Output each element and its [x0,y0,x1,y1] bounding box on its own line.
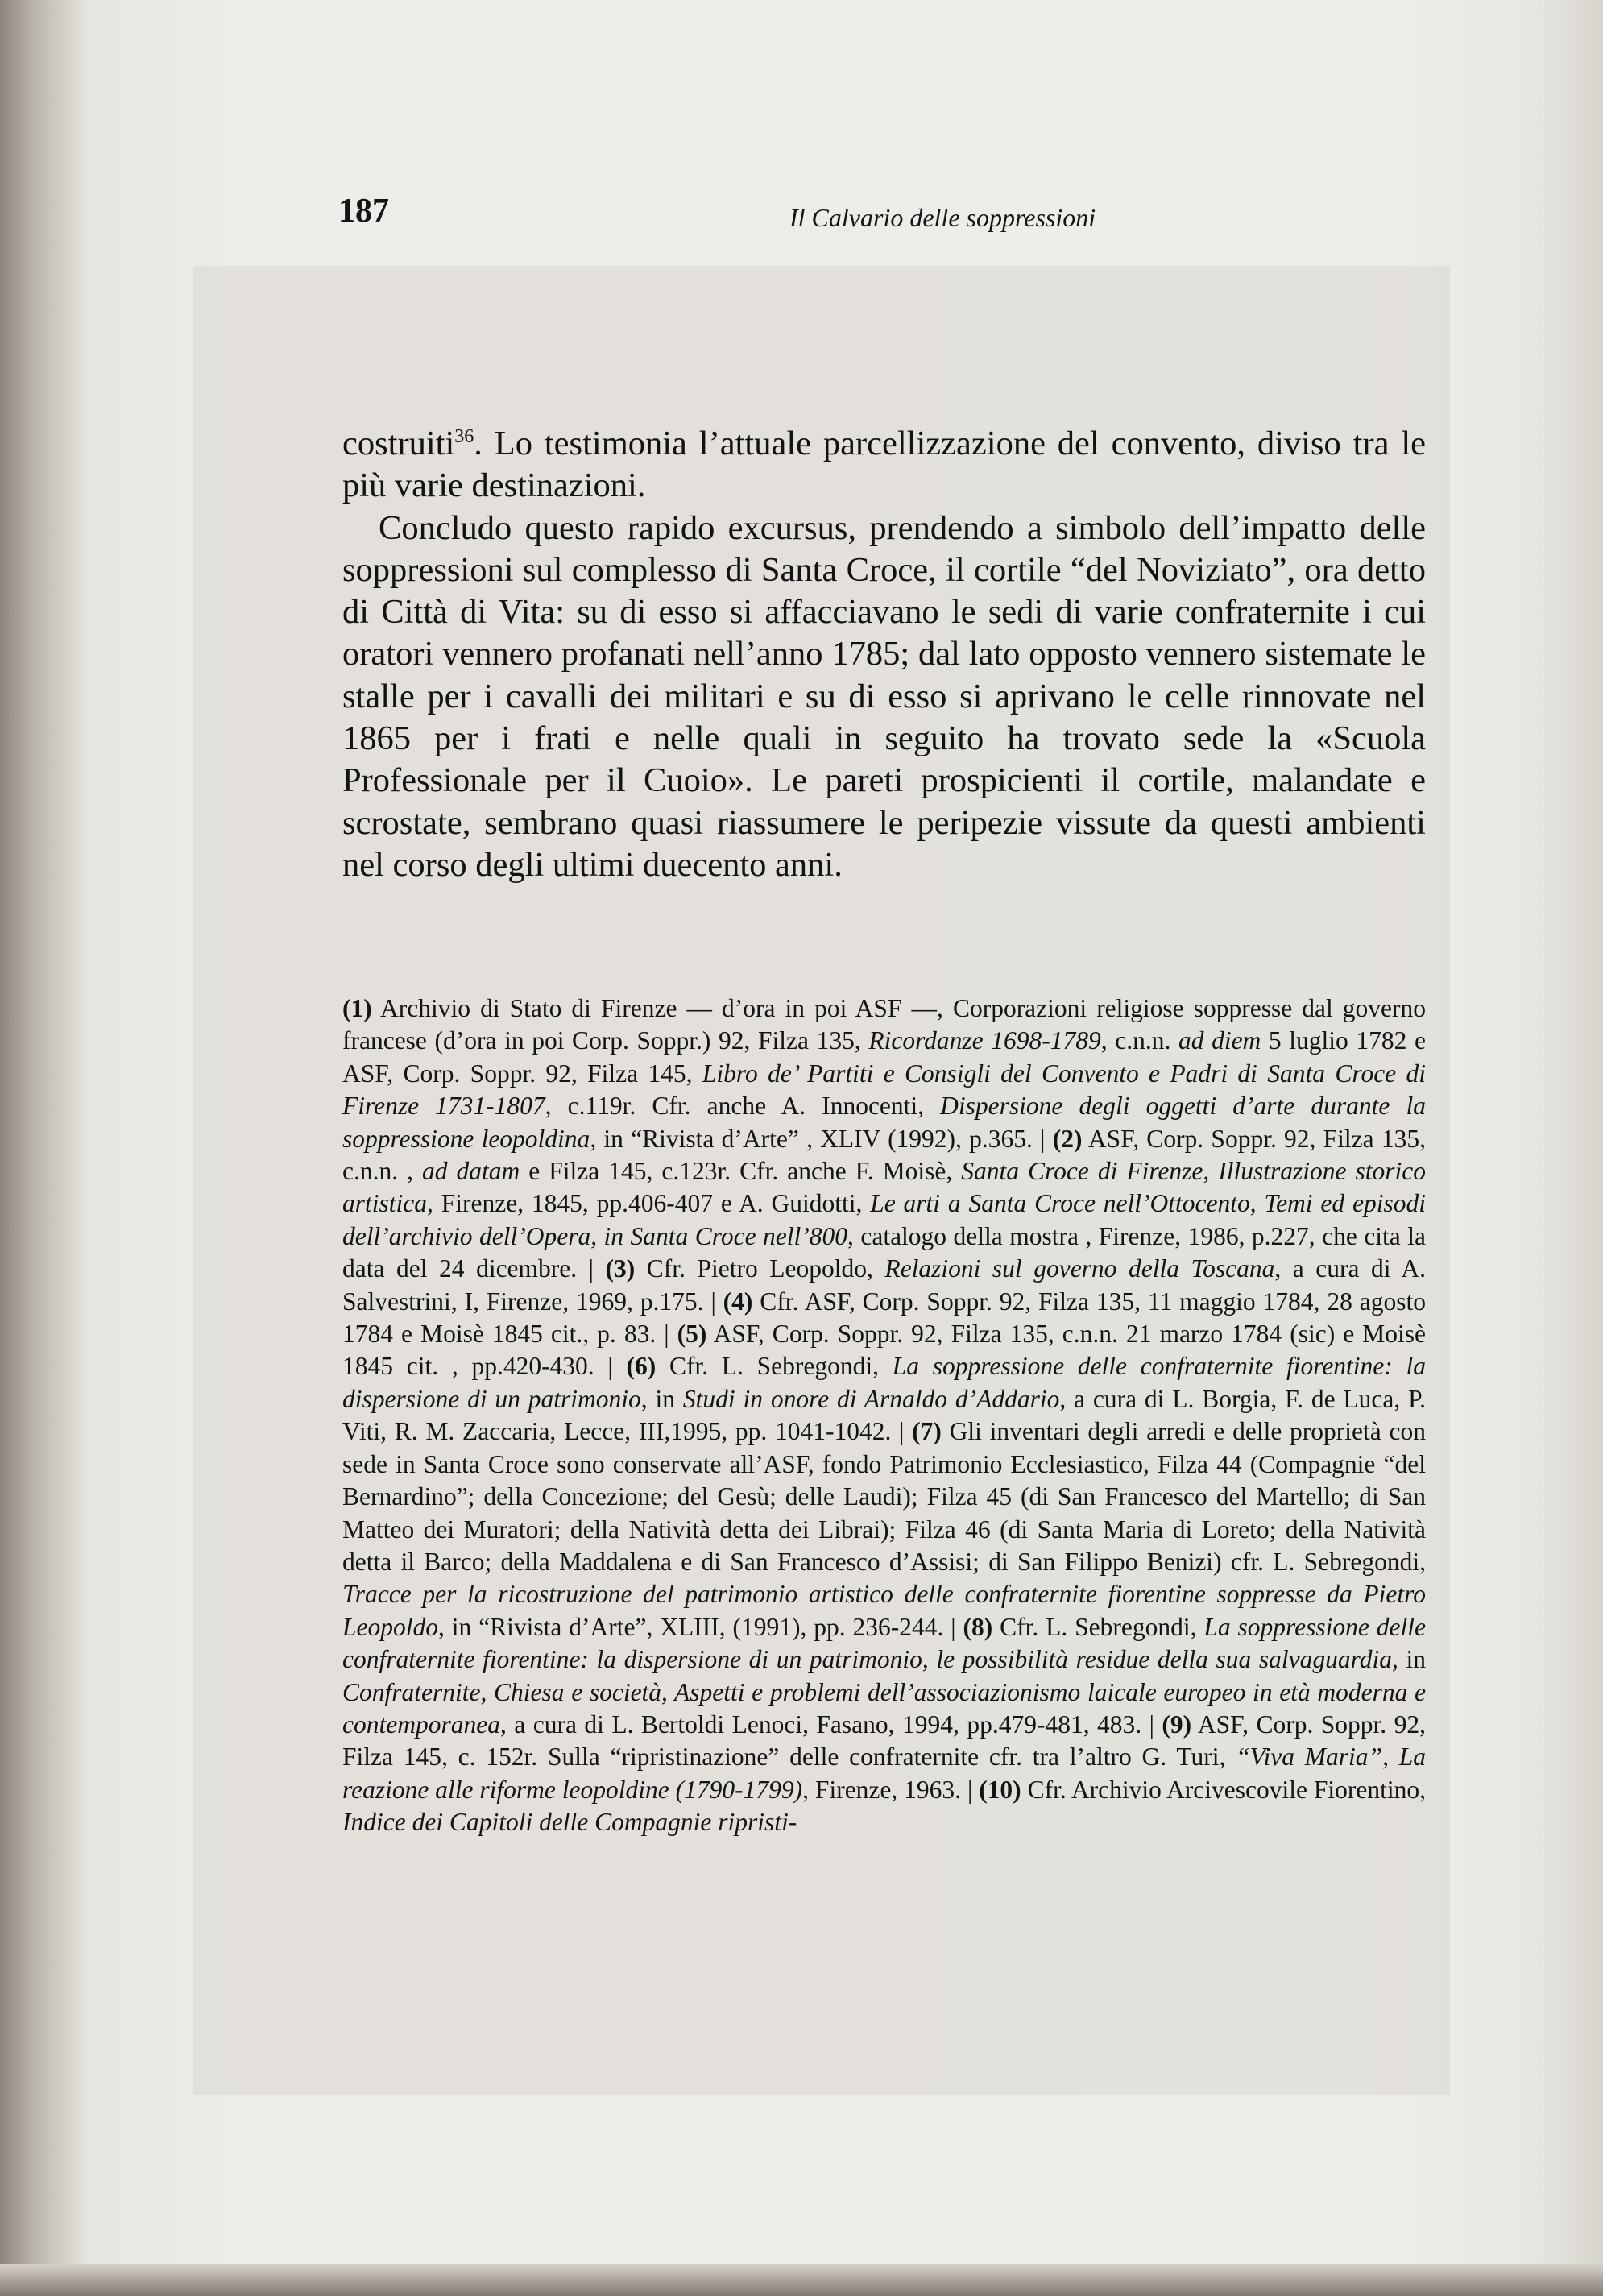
note-5-label: (5) [677,1320,707,1349]
note-8-title: Confraternite, Chiesa e società, Aspetti e problemi dell’associazionismo laicale europeo in età moderna e contemporanea [342,1677,1426,1739]
note-2-text: , catalogo della mostra , Firenze, 1986, p.227, che cita la data del 24 dicembre. | [342,1221,1426,1283]
note-8-title: La soppressione delle confraternite fiorentine: la dispersione di un patrimonio, le possibilità residue della sua salvaguardia, [342,1612,1426,1674]
note-6-label: (6) [626,1352,657,1381]
note-3-text: , a cura di A. Salvestrini, I, Firenze, 1969, p.175. | [342,1254,1426,1316]
footnote-ref-36: 36 [454,425,474,447]
note-1-latin: ad diem [1178,1026,1261,1055]
main-text [342,423,1426,886]
paragraph-1-end: . Lo testimonia l’attuale parcellizzazione del convento, diviso tra le più varie destinazioni. [342,425,1426,505]
note-2-text: , Firenze, 1845, pp.406-407 e A. Guidotti, [427,1189,871,1218]
note-6-text: , in [640,1384,683,1413]
note-8-text: in [1398,1645,1426,1674]
note-6-title: La soppressione delle confraternite fiorentine: la dispersione di un patrimonio [342,1352,1427,1413]
note-7-text: , in “Rivista d’Arte”, XLIII, (1991), pp. 236-244. | [438,1612,963,1641]
note-10-title: Indice dei Capitoli delle Compagnie ripristi- [342,1808,797,1837]
note-7-text: Gli inventari degli arredi e delle proprietà con sede in Santa Croce sono conservate all’ASF, fondo Patrimonio Ecclesiastico, Filza 44 (Compagnie “del Bernardino”; della Concezione; del Gesù; delle Laudi); Filza 45 (di San Francesco del Martello; di San Matteo dei Muratori; della Natività detta dei Librai); Filza 46 (di Santa Maria di Loreto; della Natività detta il Barco; della Maddalena e di San Francesco d’Assisi; di San Filippo Benizi) cfr. L. Sebregondi, [342,1417,1426,1576]
note-9-text: ASF, Corp. Soppr. 92, Filza 145, c. 152r. Sulla “ripristinazione” delle confraternite cfr. tra l’altro G. Turi, [342,1710,1427,1772]
note-6-text: , a cura di L. Borgia, F. de Luca, P. Viti, R. M. Zaccaria, Lecce, III,1995, pp. 1041-1042. | [342,1384,1426,1446]
note-8-text: , a cura di L. Bertoldi Lenoci, Fasano, 1994, pp.479-481, 483. | [499,1710,1162,1739]
note-1-title: Libro de’ Partiti e Consigli del Convento e Padri di Santa Croce di Firenze 1731-1807 [342,1059,1426,1121]
note-9-text: , Firenze, 1963. | [802,1775,980,1804]
footnotes [342,993,1426,1839]
note-2-title: Santa Croce di Firenze, Illustrazione storico artistica [342,1157,1427,1218]
note-3-title: Relazioni sul governo della Toscana [884,1254,1275,1283]
footnotes-paragraph [342,993,1426,1839]
note-8-label: (8) [963,1612,993,1641]
note-1-title: Dispersione degli oggetti d’arte durante la soppressione leopoldina [342,1092,1426,1153]
note-1-text: , c.n.n. [1100,1026,1178,1055]
running-title: Il Calvario delle soppressioni [789,203,1096,232]
note-2-text: ASF, Corp. Soppr. 92, Filza 135, c.n.n. , [342,1124,1427,1186]
paragraph-1 [342,423,1426,508]
page-number: 187 [338,193,389,230]
note-2-label: (2) [1052,1124,1083,1153]
note-1-text: 5 luglio 1782 e ASF, Corp. Soppr. 92, Filza 145, [342,1026,1426,1088]
note-7-title: Tracce per la ricostruzione del patrimonio artistico delle confraternite fiorentine soppresse da Pietro Leopoldo [342,1580,1426,1641]
note-2-title: Le arti a Santa Croce nell’Ottocento, Temi ed episodi dell’archivio dell’Opera, in Santa Croce nell’800 [342,1189,1426,1250]
note-10-label: (10) [979,1775,1021,1804]
note-6-title: Studi in onore di Arnaldo d’Addario [682,1384,1060,1413]
note-9-title: “Viva Maria”, La reazione alle riforme leopoldine (1790-1799) [342,1743,1426,1804]
note-9-label: (9) [1162,1710,1192,1739]
note-7-label: (7) [912,1417,942,1446]
note-5-text: ASF, Corp. Soppr. 92, Filza 135, c.n.n. 21 marzo 1784 (sic) e Moisè 1845 cit. , pp.420-430. | [342,1320,1426,1381]
note-1-title: Ricordanze 1698-1789 [868,1026,1101,1055]
note-3-label: (3) [605,1254,636,1283]
note-2-latin: ad datam [422,1157,520,1186]
note-1-text: , in “Rivista d’Arte” , XLIV (1992), p.365. | [590,1124,1053,1153]
note-1-label: (1) [342,994,372,1022]
note-6-text: Cfr. L. Sebregondi, [656,1352,893,1381]
note-1-text: Archivio di Stato di Firenze — d’ora in poi ASF —, Corporazioni religiose soppresse dal governo francese (d’ora in poi Corp. Soppr.) 92, Filza 135, [342,994,1426,1055]
note-4-text: Cfr. ASF, Corp. Soppr. 92, Filza 135, 11 maggio 1784, 28 agosto 1784 e Moisè 1845 cit., p. 83. | [342,1287,1426,1349]
note-4-label: (4) [723,1287,753,1316]
paragraph-1-start: costruiti [342,425,455,462]
page-bottom-edge [0,2264,1603,2296]
page-header [338,192,1434,248]
note-3-text: Cfr. Pietro Leopoldo, [635,1254,885,1283]
paragraph-2: Concludo questo rapido excursus, prendendo a simbolo dell’impatto delle soppressioni sul complesso di Santa Croce, il cortile “del Noviziato”, ora detto di Città di Vita: su di esso si affacciavano le sedi di varie confraternite i cui oratori vennero profanati nell’anno 1785; dal lato opposto vennero sistemate le stalle per i cavalli dei militari e su di esso si aprivano le celle rinnovate nel 1865 per i frati e nelle quali in seguito ha trovato sede la «Scuola Professionale per il Cuoio». Le pareti prospicienti il cortile, malandate e scrostate, sembrano quasi riassumere le peripezie vissute da questi ambienti nel corso degli ultimi duecento anni. [342,508,1426,884]
note-1-text: , c.119r. Cfr. anche A. Innocenti, [545,1092,941,1121]
note-8-text: Cfr. L. Sebregondi, [992,1612,1204,1641]
note-10-text: Cfr. Archivio Arcivescovile Fiorentino, [1021,1775,1426,1804]
note-2-text: e Filza 145, c.123r. Cfr. anche F. Moisè, [520,1157,962,1186]
